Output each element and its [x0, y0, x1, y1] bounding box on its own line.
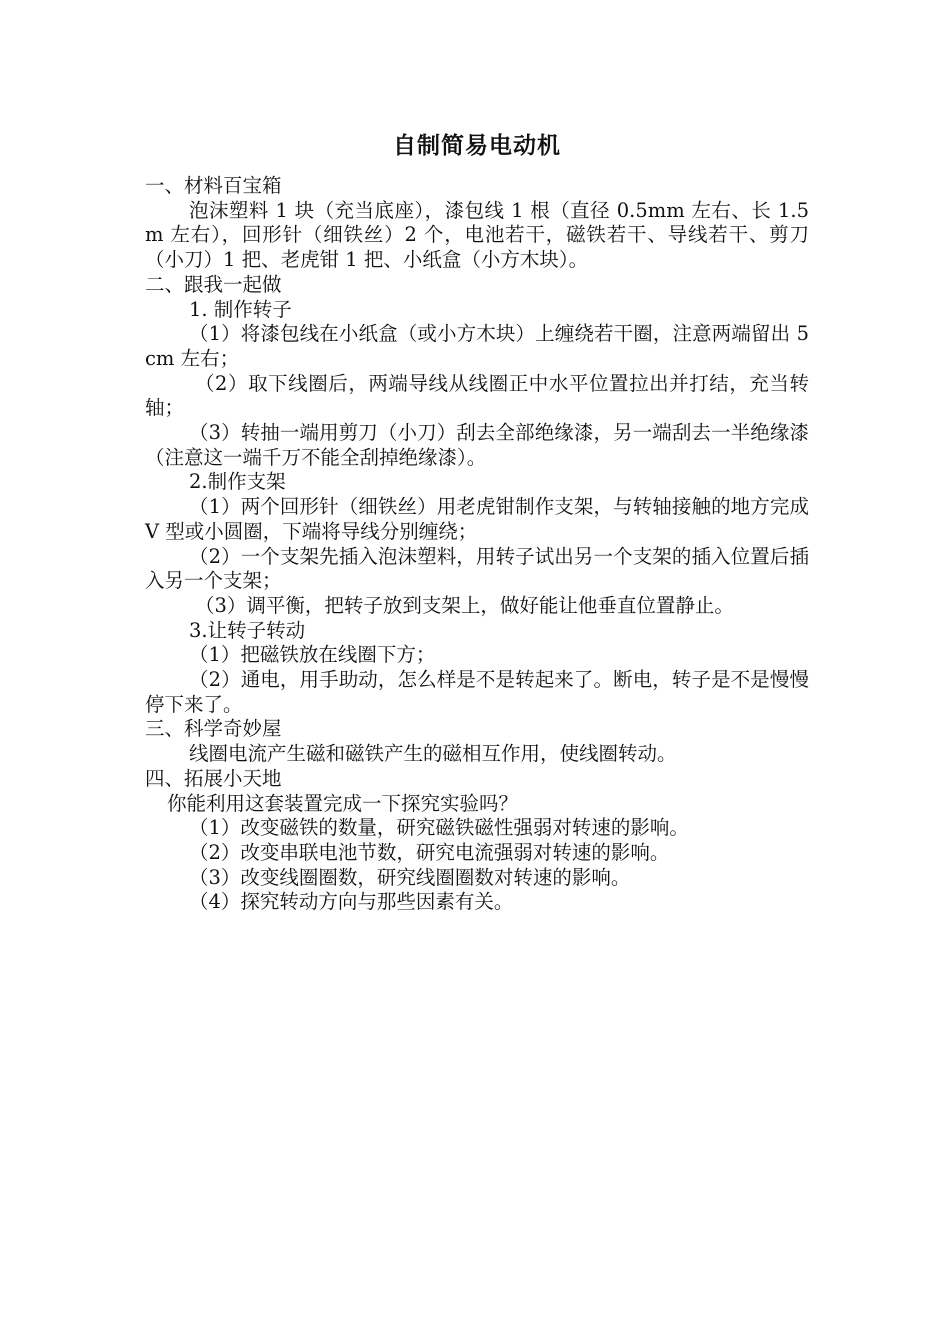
- subheading-bracket: 2.制作支架: [189, 470, 286, 494]
- bracket-step-1: （1）两个回形针（细铁丝）用老虎钳制作支架，与转轴接触的地方完成 V 型或小圆圈，下端将导线分别缠绕；: [145, 495, 809, 543]
- extension-item-2: （2）改变串联电池节数，研究电流强弱对转速的影响。: [189, 840, 670, 864]
- subheading-spin: 3.让转子转动: [189, 618, 306, 642]
- science-paragraph: 线圈电流产生磁和磁铁产生的磁相互作用，使线圈转动。: [189, 742, 677, 766]
- rotor-step-3: （3）转抽一端用剪刀（小刀）刮去全部绝缘漆，另一端刮去一半绝缘漆（注意这一端千万不能全刮掉绝缘漆）。: [145, 421, 809, 469]
- section-heading-science: 三、科学奇妙屋: [145, 717, 282, 741]
- rotor-step-2: （2）取下线圈后，两端导线从线圈正中水平位置拉出并打结，充当转轴；: [145, 371, 809, 420]
- bracket-step-2: （2）一个支架先插入泡沫塑料，用转子试出另一个支架的插入位置后插入另一个支架；: [145, 544, 809, 593]
- extension-item-1: （1）改变磁铁的数量，研究磁铁磁性强弱对转速的影响。: [189, 816, 689, 840]
- extension-item-3: （3）改变线圈圈数，研究线圈圈数对转速的影响。: [189, 865, 631, 889]
- rotor-step-1: （1）将漆包线在小纸盒（或小方木块）上缠绕若干圈，注意两端留出 5cm 左右；: [145, 322, 809, 370]
- extension-intro: 你能利用这套装置完成一下探究实验吗？: [167, 791, 519, 815]
- bracket-step-3: （3）调平衡，把转子放到支架上，做好能让他垂直位置静止。: [195, 593, 734, 617]
- section-heading-materials: 一、材料百宝箱: [145, 174, 282, 197]
- section-heading-steps: 二、跟我一起做: [145, 272, 282, 296]
- materials-paragraph: 泡沫塑料 1 块（充当底座），漆包线 1 根（直径 0.5mm 左右、长 1.5m 左右），回形针（细铁丝）2 个，电池若干，磁铁若干、导线若干、剪刀（小刀）1 把、老虎钳 1 把、小纸盒（小方木块）。: [145, 198, 809, 272]
- section-heading-extension: 四、拓展小天地: [145, 766, 282, 790]
- extension-item-4: （4）探究转动方向与那些因素有关。: [189, 890, 514, 914]
- document-page: [145, 132, 809, 915]
- spin-step-1: （1）把磁铁放在线圈下方；: [189, 643, 436, 667]
- spin-step-2: （2）通电，用手助动，怎么样是不是转起来了。断电，转子是不是慢慢停下来了。: [145, 668, 809, 716]
- document-title: 自制简易电动机: [393, 133, 561, 159]
- subheading-rotor: 1. 制作转子: [189, 297, 292, 321]
